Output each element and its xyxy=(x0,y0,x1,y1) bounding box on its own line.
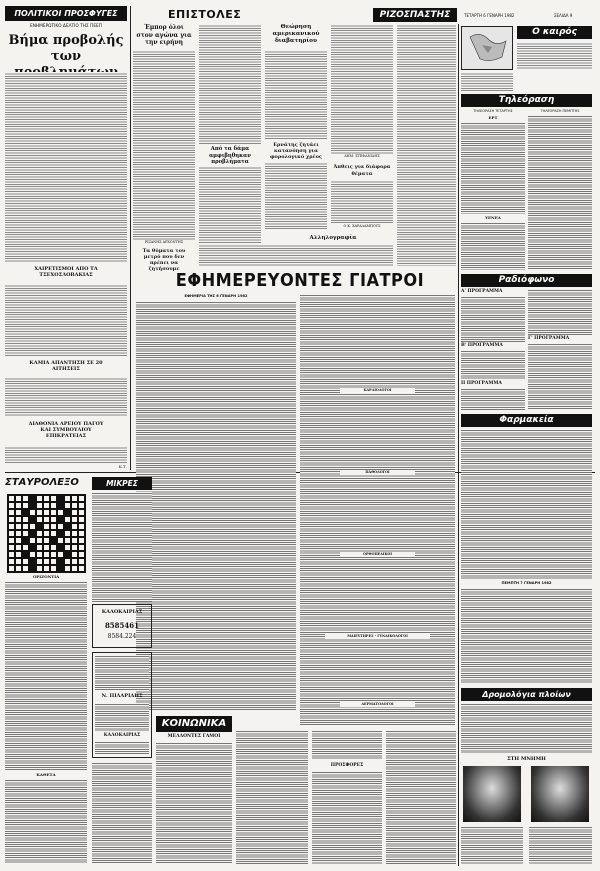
crossword-cell[interactable] xyxy=(36,523,43,530)
radio-p4-list xyxy=(461,388,525,410)
social-sub1: ΜΕΛΛΟΝΤΕΣ ΓΑΜΟΙ xyxy=(167,734,221,739)
letters-section xyxy=(133,24,456,272)
social-body-2 xyxy=(236,730,308,864)
crossword-cell[interactable] xyxy=(50,551,57,558)
crossword-cell[interactable] xyxy=(78,537,85,544)
crossword-cell[interactable] xyxy=(78,502,85,509)
refugees-subbanner: ΕΝΗΜΕΡΩΤΙΚΟ ΔΕΛΤΙΟ ΤΗΣ ΠΕΕΠ xyxy=(30,24,102,29)
refugees-body-2 xyxy=(5,284,127,356)
crossword-cell[interactable] xyxy=(57,565,64,572)
crossword-cell[interactable] xyxy=(36,565,43,572)
crossword-cell[interactable] xyxy=(50,558,57,565)
crossword-cell[interactable] xyxy=(15,537,22,544)
weather-body xyxy=(517,42,592,70)
crossword-cell[interactable] xyxy=(22,516,29,523)
radio-title: Ραδιόφωνο xyxy=(461,274,592,287)
crossword-cell[interactable] xyxy=(43,495,50,502)
crossword-cell[interactable] xyxy=(71,530,78,537)
crossword-cell[interactable] xyxy=(22,502,29,509)
crossword-cell[interactable] xyxy=(22,565,29,572)
crossword-cell[interactable] xyxy=(22,551,29,558)
weather-map xyxy=(461,26,513,70)
section-title: ΕΠΙΣΤΟΛΕΣ xyxy=(168,8,242,21)
crossword-cell[interactable] xyxy=(36,509,43,516)
crossword-cell[interactable] xyxy=(43,551,50,558)
crossword-cell[interactable] xyxy=(15,523,22,530)
crossword-cell[interactable] xyxy=(50,565,57,572)
crossword-cell[interactable] xyxy=(78,551,85,558)
crossword-cell[interactable] xyxy=(64,509,71,516)
crossword-cell[interactable] xyxy=(71,502,78,509)
crossword-cell[interactable] xyxy=(22,495,29,502)
memoriam-photo-2 xyxy=(531,766,589,822)
crossword-cell[interactable] xyxy=(36,495,43,502)
refugees-body-4 xyxy=(5,446,127,464)
letter-col4-body xyxy=(331,24,393,154)
crossword-cell[interactable] xyxy=(29,551,36,558)
crossword-across-clues xyxy=(5,581,87,771)
crossword-cell[interactable] xyxy=(8,558,15,565)
letter-7-title: Αλληλογραφία xyxy=(309,235,357,241)
social-body-1 xyxy=(156,742,232,864)
classifieds-title: ΜΙΚΡΕΣ xyxy=(92,477,152,490)
crossword-cell[interactable] xyxy=(29,502,36,509)
crossword-cell[interactable] xyxy=(71,523,78,530)
crossword-down-clues xyxy=(5,779,87,864)
refugees-signature: Κ.Τ. xyxy=(118,464,127,469)
crossword-cell[interactable] xyxy=(71,544,78,551)
refugees-section xyxy=(5,6,127,470)
crossword-cell[interactable] xyxy=(57,537,64,544)
crossword-cell[interactable] xyxy=(8,537,15,544)
letter-2-body xyxy=(265,50,327,140)
letter-5-title: Ερνάτης ζητάει κατανόηση για φορολογικό χρέος xyxy=(270,142,322,160)
crossword-cell[interactable] xyxy=(64,558,71,565)
crossword-cell[interactable] xyxy=(29,509,36,516)
crossword-cell[interactable] xyxy=(15,495,22,502)
crossword-cell[interactable] xyxy=(78,495,85,502)
crossword-cell[interactable] xyxy=(43,502,50,509)
crossword-cell[interactable] xyxy=(43,523,50,530)
crossword-cell[interactable] xyxy=(15,516,22,523)
crossword-cell[interactable] xyxy=(8,530,15,537)
crossword-cell[interactable] xyxy=(8,502,15,509)
classifieds-ad xyxy=(92,604,152,648)
crossword-cell[interactable] xyxy=(57,558,64,565)
memoriam-caption-2 xyxy=(529,826,592,864)
crossword-cell[interactable] xyxy=(8,509,15,516)
radio-col2-list xyxy=(528,289,592,335)
crossword-cell[interactable] xyxy=(29,530,36,537)
crossword-cell[interactable] xyxy=(50,502,57,509)
letter-2-signature: ΔΗΜ. ΣΤΕΦΑΝΙΔΗΣ xyxy=(344,154,380,158)
specialty-cardiology: ΚΑΡΔΙΟΛΟΓΟΙ xyxy=(340,388,415,393)
crossword-cell[interactable] xyxy=(78,558,85,565)
crossword-cell[interactable] xyxy=(36,502,43,509)
crossword-cell[interactable] xyxy=(57,509,64,516)
crossword-cell[interactable] xyxy=(71,558,78,565)
crossword-cell[interactable] xyxy=(50,537,57,544)
tv-ch1-list xyxy=(461,122,525,214)
crossword-cell[interactable] xyxy=(71,537,78,544)
crossword-cell[interactable] xyxy=(8,495,15,502)
crossword-cell[interactable] xyxy=(78,509,85,516)
crossword-cell[interactable] xyxy=(50,523,57,530)
refugees-body-3 xyxy=(5,377,127,417)
crossword-cell[interactable] xyxy=(15,530,22,537)
crossword-cell[interactable] xyxy=(29,516,36,523)
crossword-cell[interactable] xyxy=(15,544,22,551)
social-title: ΚΟΙΝΩΝΙΚΑ xyxy=(156,716,232,732)
crossword-cell[interactable] xyxy=(64,523,71,530)
page-header xyxy=(156,8,592,22)
crossword-cell[interactable] xyxy=(43,516,50,523)
crossword-cell[interactable] xyxy=(71,495,78,502)
letter-col5-body xyxy=(397,24,456,266)
boats-title: Δρομολόγια πλοίων xyxy=(461,688,592,701)
crossword-cell[interactable] xyxy=(8,565,15,572)
radio-p1: Α' ΠΡΟΓΡΑΜΜΑ xyxy=(461,289,503,294)
refugees-body-1 xyxy=(5,72,127,262)
doctors-specialty-headers xyxy=(300,294,455,726)
classifieds-ad-head: ΚΑΛΟΚΑΙΡΙΑΣ xyxy=(101,609,143,615)
crossword-across-label: ΟΡΙΖΟΝΤΙΑ xyxy=(32,574,60,579)
radio-p4: ΙΙ ΠΡΟΓΡΑΜΜΑ xyxy=(461,381,502,386)
dateline: ΤΕΤΑΡΤΗ 6 ΓΕΝΑΡΗ 1982 xyxy=(464,13,515,18)
letter-1-signature: ΡΙΖΑΝΗΣ ΑΡΧΟΝΤΗΣ xyxy=(144,240,184,244)
crossword-cell[interactable] xyxy=(50,530,57,537)
crossword-cell[interactable] xyxy=(43,565,50,572)
refugees-sub-1: ΧΑΙΡΕΤΙΣΜΟΙ ΑΠΟ ΤΑ ΤΣΕΧΟΣΛΟΒΑΚΙΑΣ xyxy=(34,266,98,278)
specialty-pathology: ΠΑΘΟΛΟΓΟΙ xyxy=(340,470,415,475)
classifieds-ad-phone2: 8584.224 xyxy=(107,633,137,640)
pharmacies-title: Φαρμακεία xyxy=(461,414,592,427)
crossword-cell[interactable] xyxy=(8,551,15,558)
crossword-cell[interactable] xyxy=(36,530,43,537)
crossword-cell[interactable] xyxy=(50,516,57,523)
tv-ch2-label: ΥΕΝΕΔ xyxy=(485,215,501,220)
pharmacies-note: ΠΕΜΠΤΗ 7 ΓΕΝΑΡΗ 1982 xyxy=(501,581,552,585)
specialty-gyn: ΜΑΙΕΥΤΗΡΕΣ - ΓΥΝΑΙΚΟΛΟΓΟΙ xyxy=(325,634,430,639)
letter-4-title: Από τα δάμα αμφιβηθηκαν προβλήματα xyxy=(209,146,251,165)
doctors-title: ΕΦΗΜΕΡΕΥΟΝΤΕΣ ΓΙΑΤΡΟΙ xyxy=(175,270,425,291)
memoriam-title: ΣΤΗ ΜΝΗΜΗ xyxy=(507,756,546,762)
crossword-cell[interactable] xyxy=(57,523,64,530)
crossword-cell[interactable] xyxy=(22,530,29,537)
crossword-cell[interactable] xyxy=(15,565,22,572)
crossword-cell[interactable] xyxy=(50,495,57,502)
crossword-cell[interactable] xyxy=(29,558,36,565)
letter-2-title: Θεώρηση αμερικανικού διαβατηρίου xyxy=(272,24,320,44)
ad-box-body-3 xyxy=(95,741,149,755)
tv-title: Τηλεόραση xyxy=(461,94,592,107)
crossword-cell[interactable] xyxy=(57,516,64,523)
crossword-cell[interactable] xyxy=(36,558,43,565)
column-rule xyxy=(130,6,131,470)
crossword-cell[interactable] xyxy=(8,523,15,530)
letter-7-body xyxy=(199,244,393,266)
radio-p3: Γ' ΠΡΟΓΡΑΜΜΑ xyxy=(528,336,570,341)
specialty-derm: ΔΕΡΜΑΤΟΛΟΓΟΙ xyxy=(340,702,415,707)
crossword-cell[interactable] xyxy=(57,530,64,537)
crossword-cell[interactable] xyxy=(50,544,57,551)
crossword-cell[interactable] xyxy=(78,523,85,530)
refugees-sub-2: ΚΑΜΙΑ ΑΠΑΝΤΗΣΗ ΣΕ 20 ΑΙΤΗΣΕΙΣ xyxy=(29,360,103,372)
crossword-cell[interactable] xyxy=(29,537,36,544)
crossword-cell[interactable] xyxy=(64,565,71,572)
crossword-cell[interactable] xyxy=(57,502,64,509)
crossword-cell[interactable] xyxy=(64,544,71,551)
radio-p3-list xyxy=(528,343,592,410)
crossword-cell[interactable] xyxy=(29,565,36,572)
classifieds-ad-phone: 8585461 xyxy=(104,621,140,630)
crossword-cell[interactable] xyxy=(15,558,22,565)
crossword-cell[interactable] xyxy=(71,509,78,516)
doctors-subtitle: ΕΦΗΜΕΡΙΑ ΤΗΣ 6 ΓΕΝΑΡΗ 1982 xyxy=(184,294,248,298)
crossword-cell[interactable] xyxy=(78,565,85,572)
radio-p1-list xyxy=(461,296,525,342)
crossword-down-label: ΚΑΘΕΤΑ xyxy=(36,772,56,777)
specialty-ortho: ΟΡΘΟΠΕΔΙΚΟΙ xyxy=(340,552,415,557)
map-icon xyxy=(462,27,512,69)
crossword-cell[interactable] xyxy=(57,551,64,558)
tv-ch3-list xyxy=(528,115,592,270)
crossword-cell[interactable] xyxy=(64,502,71,509)
crossword-title: ΣΤΑΥΡΟΛΕΞΟ xyxy=(5,477,79,488)
crossword-cell[interactable] xyxy=(29,544,36,551)
crossword-cell[interactable] xyxy=(78,530,85,537)
refugees-sub-3: ΔΙΑΘΟΝΙΑ ΑΡΕΙΟΥ ΠΑΓΟΥ ΚΑΙ ΣΥΜΒΟΥΛΙΟΥ ΕΠΙΚΡΑΤΕΙΑΣ xyxy=(28,421,104,439)
doctors-list-col1 xyxy=(136,301,296,711)
crossword-cell[interactable] xyxy=(15,502,22,509)
crossword-cell[interactable] xyxy=(71,551,78,558)
boats-body xyxy=(461,703,592,753)
ad-box-name: Ν. ΠΙΛΑΡΙΔΗΣ xyxy=(101,693,143,699)
crossword-cell[interactable] xyxy=(22,523,29,530)
crossword-cell[interactable] xyxy=(22,509,29,516)
classifieds-body-2 xyxy=(92,762,152,864)
crossword-cell[interactable] xyxy=(29,495,36,502)
letter-1-title: Έμπορ όλοι στον αγώνα για την ειρήνη xyxy=(136,24,192,46)
crossword-cell[interactable] xyxy=(8,544,15,551)
tv-ch1-label: ΕΡΤ xyxy=(488,115,498,120)
page-number: ΣΕΛΙΔΑ 9 xyxy=(554,13,573,18)
letter-6-title: Τα θύματα του μετρό που δεν πρέπει να ζητήσουμε xyxy=(142,248,186,272)
crossword-cell[interactable] xyxy=(78,544,85,551)
weather-left-text xyxy=(461,72,513,92)
tv-ch1-head: ΤΗΛΕΟΡΑΣΗ ΤΕΤΑΡΤΗΣ xyxy=(473,109,513,113)
crossword-cell[interactable] xyxy=(43,544,50,551)
crossword-cell[interactable] xyxy=(36,516,43,523)
crossword-cell[interactable] xyxy=(43,558,50,565)
crossword-cell[interactable] xyxy=(36,544,43,551)
letter-5-body xyxy=(265,162,327,230)
crossword-cell[interactable] xyxy=(50,509,57,516)
classifieds-body-1 xyxy=(92,492,152,602)
crossword-cell[interactable] xyxy=(57,495,64,502)
memoriam-photo-1 xyxy=(463,766,521,822)
column-rule-right xyxy=(458,24,459,866)
tv-ch2-list xyxy=(461,222,525,270)
tv-ch2-head: ΤΗΛΕΟΡΑΣΗ ΠΕΜΠΤΗΣ xyxy=(540,109,580,113)
ad-box xyxy=(92,652,152,758)
social-body-3 xyxy=(312,730,382,760)
crossword-cell[interactable] xyxy=(15,509,22,516)
letter-3-signature: Ο Κ. ΧΑΡΑΛΑΜΠΟΥΣ xyxy=(343,224,381,228)
crossword-cell[interactable] xyxy=(22,537,29,544)
crossword-cell[interactable] xyxy=(78,516,85,523)
letter-1-body xyxy=(133,50,195,240)
pharmacies-body-1 xyxy=(461,429,592,579)
ad-box-sub: ΚΑΛΟΚΑΙΡΙΑΣ xyxy=(103,733,141,738)
radio-p2-list xyxy=(461,350,525,380)
crossword-cell[interactable] xyxy=(57,544,64,551)
crossword-cell[interactable] xyxy=(64,516,71,523)
ad-box-body-2 xyxy=(95,703,149,731)
social-body-4 xyxy=(312,771,382,864)
crossword-cell[interactable] xyxy=(43,537,50,544)
crossword-cell[interactable] xyxy=(64,530,71,537)
crossword-grid[interactable] xyxy=(7,494,86,573)
memoriam-caption-1 xyxy=(461,826,523,864)
crossword-cell[interactable] xyxy=(71,565,78,572)
ad-box-body xyxy=(95,655,149,691)
crossword-cell[interactable] xyxy=(8,516,15,523)
letter-3-body xyxy=(331,180,393,224)
crossword-cell[interactable] xyxy=(64,495,71,502)
radio-p2: Β' ΠΡΟΓΡΑΜΜΑ xyxy=(461,343,503,348)
crossword-cell[interactable] xyxy=(15,551,22,558)
crossword-cell[interactable] xyxy=(64,537,71,544)
crossword-cell[interactable] xyxy=(36,551,43,558)
letter-3-title: Άπθεις για διάφορα θέματα xyxy=(333,164,391,177)
refugees-headline: Βήμα προβολής των xyxy=(8,33,124,64)
social-sub2: ΠΡΟΣΦΟΡΕΣ xyxy=(330,763,364,768)
refugees-banner: ΠΟΛΙΤΙΚΟΙ ΠΡΟΣΦΥΓΕΣ xyxy=(5,6,127,21)
letter-col2-body xyxy=(199,24,261,144)
crossword-cell[interactable] xyxy=(43,530,50,537)
crossword-cell[interactable] xyxy=(64,551,71,558)
weather-title: Ο καιρός xyxy=(517,26,592,39)
crossword-cell[interactable] xyxy=(43,509,50,516)
masthead: ΡΙΖΟΣΠΑΣΤΗΣ xyxy=(373,8,457,22)
crossword-cell[interactable] xyxy=(29,523,36,530)
crossword-cell[interactable] xyxy=(36,537,43,544)
crossword-cell[interactable] xyxy=(22,558,29,565)
crossword-cell[interactable] xyxy=(71,516,78,523)
pharmacies-body-2 xyxy=(461,588,592,684)
social-body-5 xyxy=(386,730,456,864)
crossword-cell[interactable] xyxy=(22,544,29,551)
